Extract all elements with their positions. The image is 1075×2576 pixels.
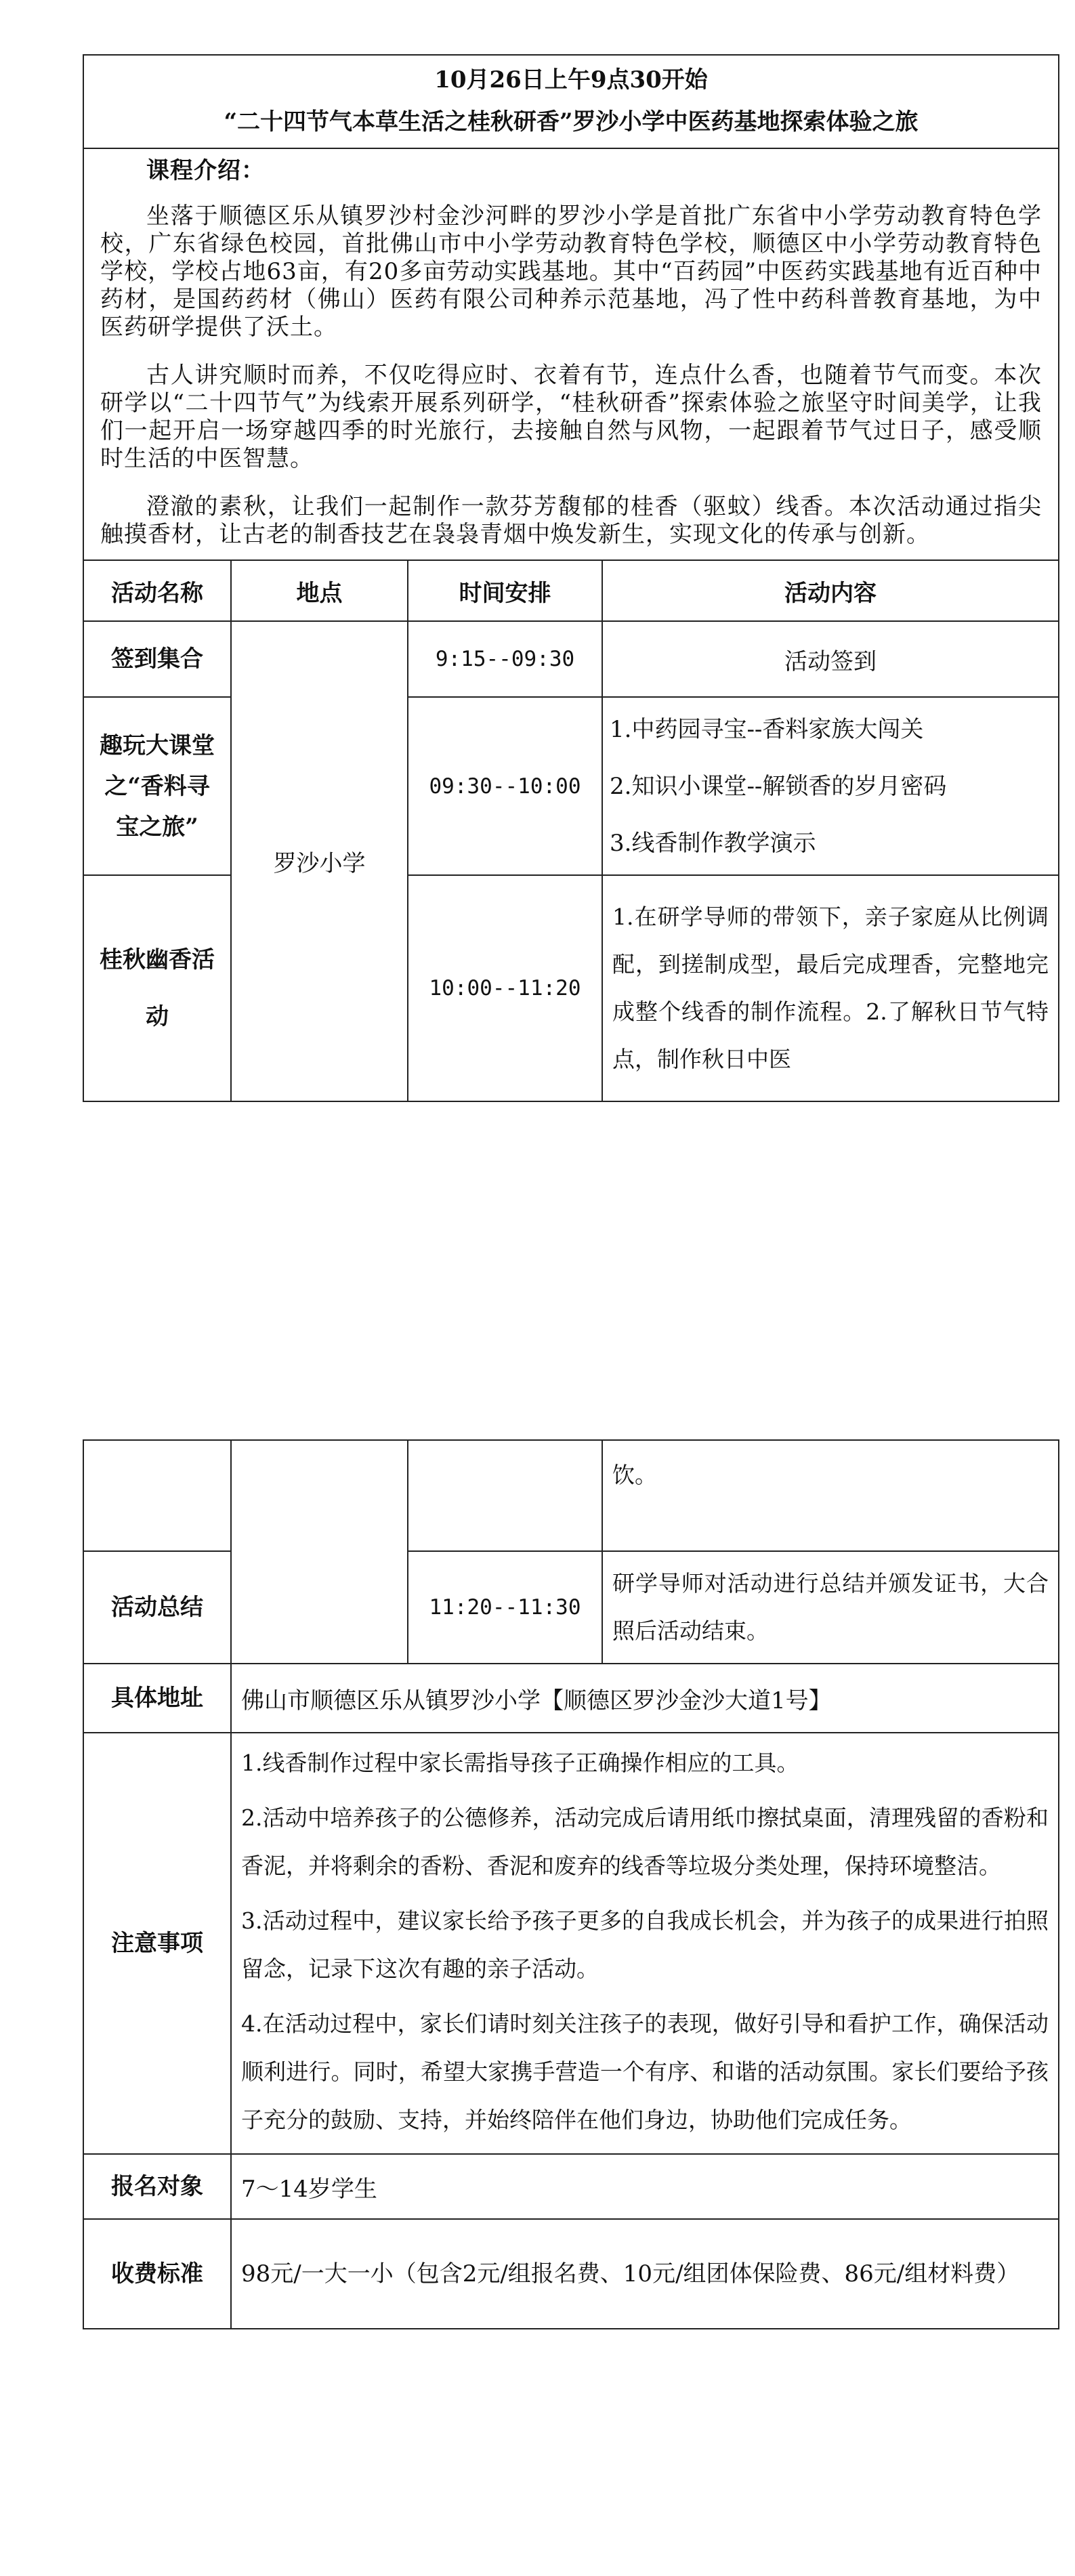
address-row xyxy=(83,1664,1059,1733)
course-intro xyxy=(83,148,1059,560)
start-time: 10月26日上午9点30开始 xyxy=(434,66,708,93)
intro-paragraph: 坐落于顺德区乐从镇罗沙村金沙河畔的罗沙小学是首批广东省中小学劳动教育特色学校，广东省绿色校园，首批佛山市中小学劳动教育特色学校，顺德区中小学劳动教育特色学校，学校占地63亩，有20多亩劳动实践基地。其中“百药园”中医药实践基地有近百种中药材，是国药药材（佛山）医药有限公司种养示范基地，冯了性中药科普教育基地，为中医药研学提供了沃土。 xyxy=(100,203,1042,341)
address-value: 佛山市顺德区乐从镇罗沙小学【顺德区罗沙金沙大道1号】 xyxy=(231,1664,1059,1733)
table-row xyxy=(83,1440,1059,1551)
notes-row xyxy=(83,1733,1059,2154)
address-label: 具体地址 xyxy=(83,1664,231,1733)
notes-label: 注意事项 xyxy=(83,1733,231,2154)
intro-paragraph: 澄澈的素秋，让我们一起制作一款芬芳馥郁的桂香（驱蚊）线香。本次活动通过指尖触摸香材，让古老的制香技艺在袅袅青烟中焕发新生，实现文化的传承与创新。 xyxy=(100,493,1042,548)
column-header-location: 地点 xyxy=(231,560,408,621)
intro-heading: 课程介绍： xyxy=(146,157,265,184)
note-item: 1.线香制作过程中家长需指导孩子正确操作相应的工具。 xyxy=(241,1750,799,1776)
schedule-header-row xyxy=(83,560,1059,621)
table-row xyxy=(83,697,1059,875)
column-header-time: 时间安排 xyxy=(408,560,602,621)
activity-name: 活动总结 xyxy=(83,1551,231,1664)
fee-row xyxy=(83,2219,1059,2329)
target-value: 7～14岁学生 xyxy=(231,2154,1059,2219)
activity-content xyxy=(602,697,1059,875)
empty-cell xyxy=(408,1440,602,1551)
table-row xyxy=(83,875,1059,1101)
content-line: 3.线香制作教学演示 xyxy=(610,829,816,857)
target-row xyxy=(83,2154,1059,2219)
column-header-name: 活动名称 xyxy=(83,560,231,621)
activity-content: 1.在研学导师的带领下，亲子家庭从比例调配，到搓制成型，最后完成理香，完整地完成整个线香的制作流程。2.了解秋日节气特点，制作秋日中医 xyxy=(602,875,1059,1101)
note-item: 2.活动中培养孩子的公德修养，活动完成后请用纸巾擦拭桌面，清理残留的香粉和香泥，并将剩余的香粉、香泥和废弃的线香等垃圾分类处理，保持环境整洁。 xyxy=(241,1804,1049,1879)
activity-content: 活动签到 xyxy=(602,621,1059,697)
activity-content: 研学导师对活动进行总结并颁发证书，大合照后活动结束。 xyxy=(602,1551,1059,1664)
content-line: 2.知识小课堂--解锁香的岁月密码 xyxy=(610,772,947,800)
note-item: 4.在活动过程中，家长们请时刻关注孩子的表现，做好引导和看护工作，确保活动顺利进行。同时，希望大家携手营造一个有序、和谐的活动氛围。家长们要给予孩子充分的鼓励、支持，并始终陪伴在他们身边，协助他们完成任务。 xyxy=(241,2010,1049,2133)
table-row xyxy=(83,621,1059,697)
activity-location: 罗沙小学 xyxy=(231,621,408,1101)
activity-time: 10:00--11:20 xyxy=(408,875,602,1101)
empty-cell xyxy=(83,1440,231,1551)
table-row xyxy=(83,1551,1059,1664)
empty-cell xyxy=(231,1440,408,1664)
activity-name: 桂秋幽香活动 xyxy=(83,875,231,1101)
fee-label: 收费标准 xyxy=(83,2219,231,2329)
title-block xyxy=(83,55,1059,148)
page-title: “二十四节气本草生活之桂秋研香”罗沙小学中医药基地探索体验之旅 xyxy=(224,108,919,135)
notes-content xyxy=(231,1733,1059,2154)
target-label: 报名对象 xyxy=(83,2154,231,2219)
activity-content: 饮。 xyxy=(602,1440,1059,1551)
activity-table-part-1 xyxy=(83,54,1058,1102)
activity-table-part-2 xyxy=(83,1439,1058,2329)
activity-time: 9:15--09:30 xyxy=(408,621,602,697)
column-header-content: 活动内容 xyxy=(602,560,1059,621)
note-item: 3.活动过程中，建议家长给予孩子更多的自我成长机会，并为孩子的成果进行拍照留念，记录下这次有趣的亲子活动。 xyxy=(241,1907,1049,1982)
activity-time: 11:20--11:30 xyxy=(408,1551,602,1664)
intro-paragraph: 古人讲究顺时而养，不仅吃得应时、衣着有节，连点什么香，也随着节气而变。本次研学以“二十四节气”为线索开展系列研学，“桂秋研香”探索体验之旅坚守时间美学，让我们一起开启一场穿越四季的时光旅行，去接触自然与风物，一起跟着节气过日子，感受顺时生活的中医智慧。 xyxy=(100,362,1042,472)
content-line: 1.中药园寻宝--香料家族大闯关 xyxy=(610,715,924,743)
activity-name: 签到集合 xyxy=(83,621,231,697)
fee-value: 98元/一大一小（包含2元/组报名费、10元/组团体保险费、86元/组材料费） xyxy=(231,2219,1059,2329)
activity-name: 趣玩大课堂之“香料寻宝之旅” xyxy=(83,697,231,875)
activity-time: 09:30--10:00 xyxy=(408,697,602,875)
